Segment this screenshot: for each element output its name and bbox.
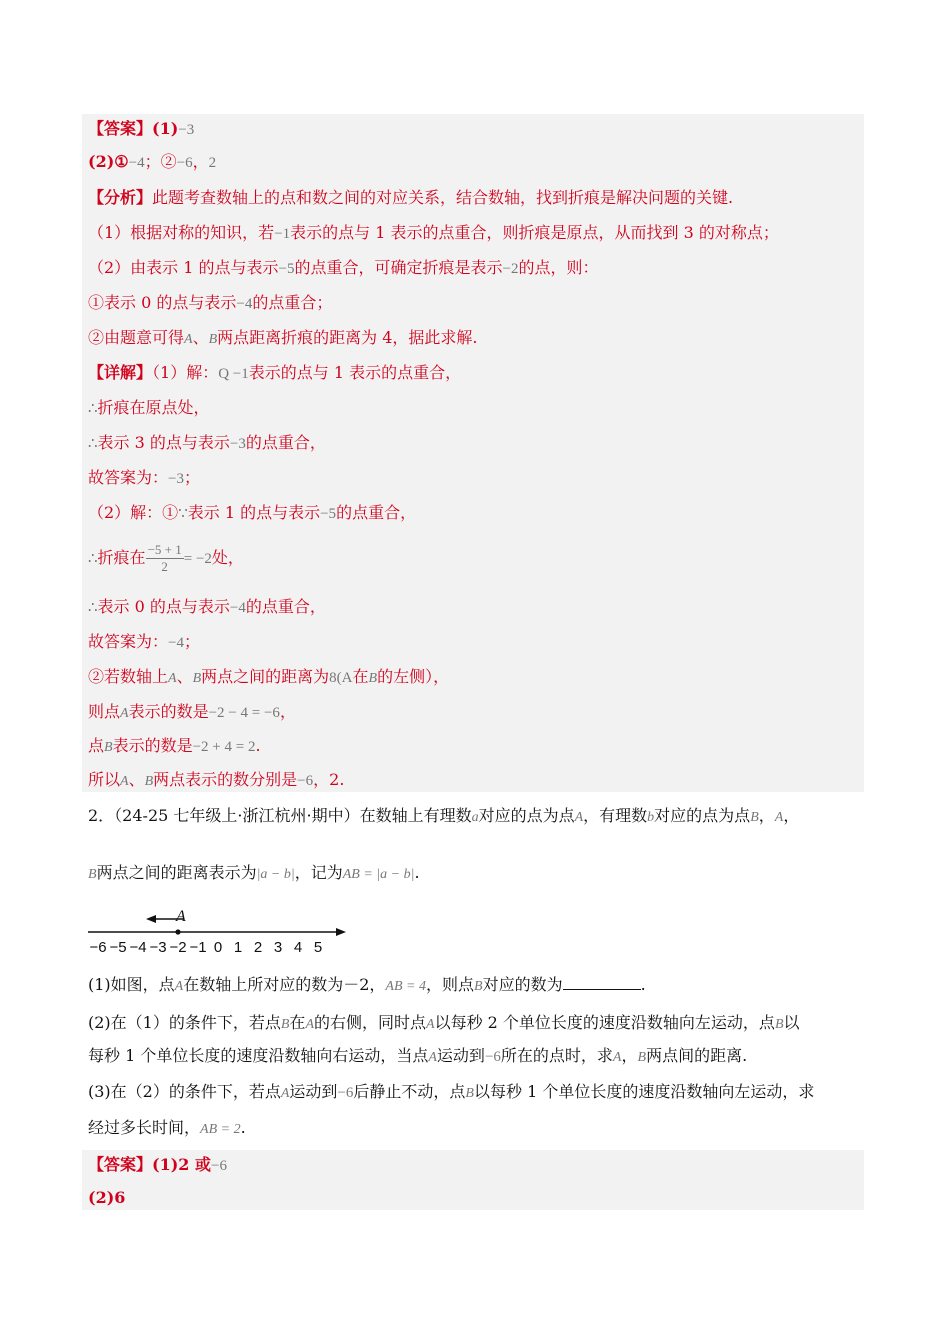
analysis-line-3: ①表示 0 的点与表示−4的点重合； xyxy=(88,293,333,312)
tick-label: 2 xyxy=(253,939,263,956)
motion-arrow-head xyxy=(146,915,156,923)
point-a-label: A xyxy=(176,908,186,925)
tick-labels xyxy=(89,939,322,956)
tick-label: 4 xyxy=(293,939,303,956)
answer2-line-1: 【答案】(1)2 或−6 xyxy=(88,1155,227,1174)
detail-line-11: 点B表示的数是−2 + 4 = 2. xyxy=(88,736,261,755)
point-a-dot xyxy=(175,929,180,934)
answer-blank[interactable] xyxy=(563,975,641,990)
question-2-line-2: B两点之间的距离表示为|a − b|，记为AB = |a − b|. xyxy=(88,863,420,882)
axis-arrowhead xyxy=(336,928,346,936)
fraction: $\frac{-5 + 1}{2}$ xyxy=(147,542,182,574)
detail-line-8: 故答案为：−4； xyxy=(88,632,200,651)
detail-line-2: ∴折痕在原点处， xyxy=(88,398,210,417)
sub-question-2-cont: 每秒 1 个单位长度的速度沿数轴向右运动，当点A运动到−6所在的点时，求A，B两点间的距离. xyxy=(88,1046,748,1065)
analysis-intro: 【分析】此题考查数轴上的点和数之间的对应关系，结合数轴，找到折痕是解决问题的关键. xyxy=(88,188,734,207)
answer2-tag: 【答案】 xyxy=(88,1155,153,1174)
detail-line-1: 【详解】（1）解：Q −1表示的点与 1 表示的点重合， xyxy=(88,363,462,382)
sub-question-3-cont: 经过多长时间，AB = 2. xyxy=(88,1118,246,1137)
tick-label: 0 xyxy=(213,939,223,956)
detail-line-10: 则点A表示的数是−2 − 4 = −6， xyxy=(88,702,296,721)
detail-line-9: ②若数轴上A、B两点之间的距离为8(A在B的左侧）， xyxy=(88,667,450,686)
detail-line-3: ∴表示 3 的点与表示−3的点重合， xyxy=(88,433,326,452)
analysis-tag: 【分析】 xyxy=(88,188,153,207)
tick-label: −2 xyxy=(169,939,187,956)
analysis-line-4: ②由题意可得A、B两点距离折痕的距离为 4，据此求解. xyxy=(88,328,478,347)
detail-line-7: ∴表示 0 的点与表示−4的点重合， xyxy=(88,597,326,616)
detail-line-5: （2）解：①∵表示 1 的点与表示−5的点重合， xyxy=(88,503,417,522)
tick-label: −5 xyxy=(109,939,127,956)
tick-label: 3 xyxy=(273,939,283,956)
sub-question-1: (1)如图，点A在数轴上所对应的数为－2，AB = 4，则点B对应的数为 . xyxy=(88,975,646,994)
answer-line-2: (2)①−4；②−6，2 xyxy=(88,152,217,171)
detail-tag: 【详解】 xyxy=(88,363,153,382)
tick-label: 1 xyxy=(233,939,243,956)
detail-line-4: 故答案为：−3； xyxy=(88,468,200,487)
question-2-line-1: 2．（24-25 七年级上·浙江杭州·期中）在数轴上有理数a对应的点为点A，有理数b对应的点为点B，A， xyxy=(88,806,800,825)
tick-label: 5 xyxy=(313,939,323,956)
answer-line-1: 【答案】(1)−3 xyxy=(88,119,195,138)
tick-label: −6 xyxy=(89,939,107,956)
analysis-line-1: （1）根据对称的知识，若−1表示的点与 1 表示的点重合，则折痕是原点，从而找到 3 的对称点； xyxy=(88,223,779,242)
tick-label: −4 xyxy=(129,939,147,956)
sub-question-2: (2)在（1）的条件下，若点B在A的右侧，同时点A以每秒 2 个单位长度的速度沿数轴向左运动，点B以 xyxy=(88,1013,800,1032)
tick-label: −1 xyxy=(189,939,207,956)
detail-line-12: 所以A、B两点表示的数分别是−6，2. xyxy=(88,770,345,789)
tick-label: −3 xyxy=(149,939,167,956)
sub-question-3: (3)在（2）的条件下，若点A运动到−6后静止不动，点B以每秒 1 个单位长度的速度沿数轴向左运动，求 xyxy=(88,1082,815,1101)
answer-tag: 【答案】 xyxy=(88,119,153,138)
detail-line-6: ∴折痕在 $\frac{-5 + 1}{2}$ = −2处， xyxy=(88,542,244,574)
number-line-figure xyxy=(88,906,358,960)
analysis-line-2: （2）由表示 1 的点与表示−5的点重合，可确定折痕是表示−2的点，则： xyxy=(88,258,599,277)
answer2-line-2: (2)6 xyxy=(88,1188,126,1207)
